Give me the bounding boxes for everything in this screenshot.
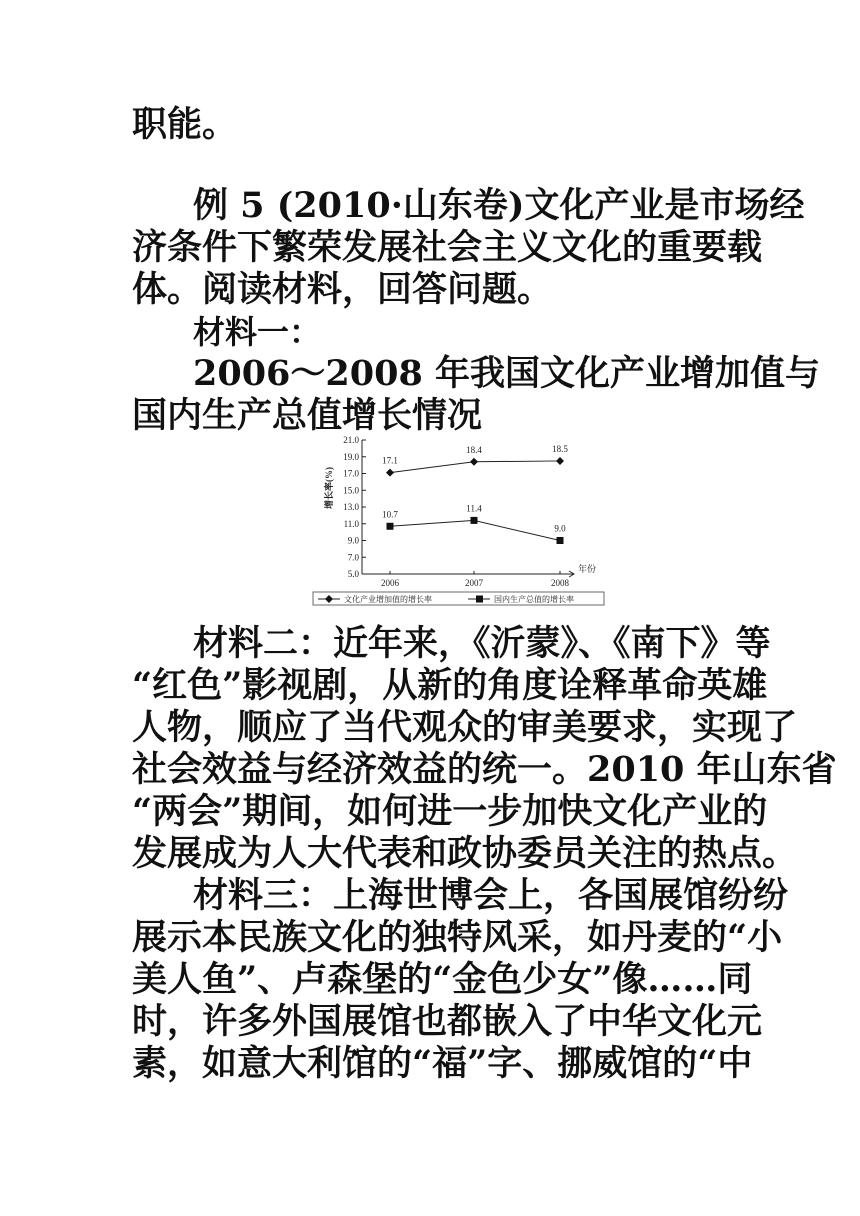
text-line-4: 体。阅读材料，回答问题。 (132, 269, 553, 310)
y-tick-label: 21.0 (343, 435, 359, 445)
y-tick-label: 19.0 (343, 451, 359, 462)
y-tick-label: 17.0 (343, 468, 359, 479)
material-three-line-3: 美人鱼”、卢森堡的“金色少女”像……同 (132, 959, 753, 1000)
legend-label-1: 文化产业增加值的增长率 (344, 595, 432, 604)
y-tick-label: 7.0 (347, 552, 359, 563)
x-axis-label: 年份 (578, 564, 597, 574)
material-one-label: 材料一： (193, 313, 322, 351)
data-point-square (387, 523, 394, 530)
material-three-line-4: 时，许多外国展馆也都嵌入了中华文化元 (132, 1001, 763, 1042)
chart-plot-group (313, 435, 604, 605)
data-point-diamond (556, 457, 564, 465)
data-label: 9.0 (554, 523, 566, 534)
y-tick-label: 15.0 (343, 485, 359, 496)
y-tick-label: 9.0 (347, 535, 359, 546)
data-point-diamond (386, 469, 394, 477)
data-point-square (557, 537, 564, 544)
growth-rate-line-chart (312, 430, 612, 612)
data-label: 11.4 (466, 503, 482, 514)
material-three-line-1: 材料三：上海世博会上，各国展馆纷纷 (193, 875, 789, 916)
text-line-3: 济条件下繁荣发展社会主义文化的重要载 (132, 227, 763, 268)
x-tick-label: 2008 (551, 578, 569, 588)
y-tick-label: 13.0 (343, 502, 359, 512)
data-point-diamond (470, 458, 478, 466)
data-label: 18.5 (552, 443, 568, 454)
material-two-line-5: “两会”期间，如何进一步加快文化产业的 (132, 791, 768, 832)
legend-label-2: 国内生产总值的增长率 (494, 595, 574, 604)
material-three-line-5: 素，如意大利馆的“福”字、挪威馆的“中 (132, 1043, 753, 1084)
legend-marker-square (476, 596, 483, 603)
material-two-line-2: “红色”影视剧，从新的角度诠释革命英雄 (132, 665, 768, 706)
chart-caption-line-1: 2006～2008 年我国文化产业增加值与 (193, 353, 821, 394)
material-three-line-2: 展示本民族文化的独特风采，如丹麦的“小 (132, 917, 783, 958)
y-tick-label: 5.0 (347, 569, 359, 579)
material-two-line-1: 材料二：近年来，《沂蒙》、《南下》等 (193, 623, 771, 664)
y-axis-label: 增长率(%) (324, 467, 334, 509)
data-label: 17.1 (382, 455, 398, 466)
data-label: 18.4 (466, 444, 482, 455)
material-two-line-6: 发展成为人大代表和政协委员关注的热点。 (132, 833, 798, 874)
example-heading-line: 例 5 (2010·山东卷)文化产业是市场经 (193, 185, 805, 226)
y-tick-label: 11.0 (343, 518, 359, 529)
text-line-1: 职能。 (132, 104, 238, 145)
legend-marker-diamond (325, 595, 333, 603)
x-tick-label: 2007 (465, 578, 483, 588)
material-two-line-3: 人物，顺应了当代观众的审美要求，实现了 (132, 707, 798, 748)
x-tick-label: 2006 (381, 578, 399, 588)
data-label: 10.7 (382, 509, 398, 520)
data-point-square (471, 517, 478, 524)
material-two-line-4: 社会效益与经济效益的统一。2010 年山东省 (132, 749, 837, 790)
chart-caption-line-2: 国内生产总值增长情况 (132, 395, 483, 436)
